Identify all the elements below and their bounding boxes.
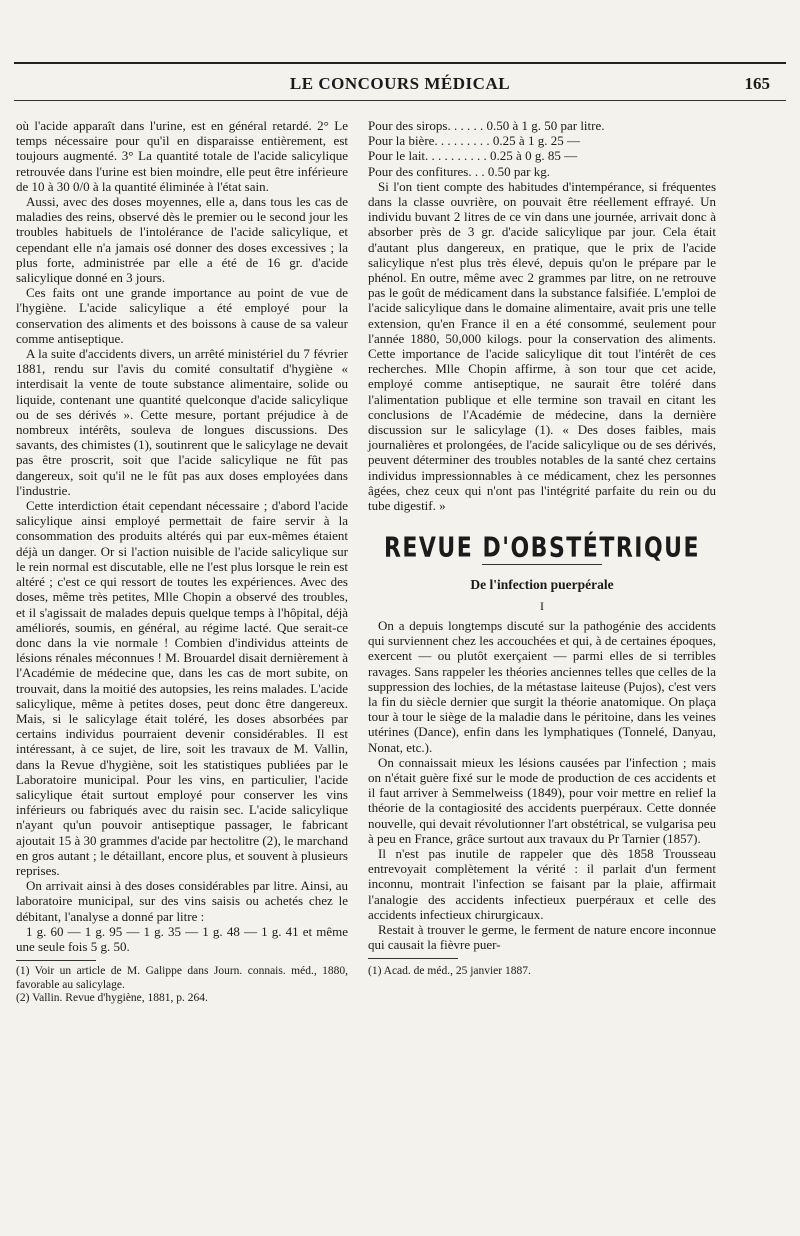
section-number: I xyxy=(540,598,544,613)
page-number: 165 xyxy=(744,74,770,93)
paragraph: Ces faits ont une grande importance au point de vue de l'hygiène. L'acide salicylique a été employé pour la conservation des aliments et des boissons à cause de sa valeur comme antiseptique. xyxy=(16,285,348,346)
paragraph: A la suite d'accidents divers, un arrêté ministériel du 7 février 1881, rendu sur l'avis du comité consultatif d'hygiène « interdisait la vente de toute substance alimentaire, solide ou liquide, contenant une quantité quelconque d'acide salicylique ou de ses dérivés ». Cette mesure, portant préjudice à de nombreux intérêts, souleva de longues discussions. Des savants, des chimistes (1), soutinrent que le salicylage ne devait pas être proscrit, soit que l'acide salicylique ne fût pas dangereux, soit qu'il ne le fût pas aux doses employées dans l'industrie. xyxy=(16,346,348,498)
footnote-rule xyxy=(16,960,96,961)
footnote-rule xyxy=(368,958,458,959)
right-column xyxy=(368,118,716,979)
list-line: Pour des confitures. . . 0.50 par kg. xyxy=(368,163,550,179)
header-rule xyxy=(14,100,786,101)
page-header xyxy=(14,74,786,96)
section-subtitle: De l'infection puerpérale xyxy=(470,577,614,593)
title-rule xyxy=(482,564,602,565)
footnote: (1) Voir un article de M. Galippe dans Journ. connais. méd., 1880, favorable au salicylage. xyxy=(16,965,348,991)
section-title: REVUE D'OBSTÉTRIQUE xyxy=(383,533,701,565)
footnote: (2) Vallin. Revue d'hygiène, 1881, p. 264. xyxy=(16,992,208,1005)
top-rule xyxy=(14,62,786,64)
left-column xyxy=(16,118,348,1006)
paragraph: où l'acide apparaît dans l'urine, est en général retardé. 2° Le temps nécessaire pour qu'il en disparaisse entièrement, est toujours augmenté. 3° La quantité totale de l'acide salicylique retrouvée dans l'urine est bien moindre, elle peut être inférieure de 10 à 30 0/0 à la quantité éliminée à l'état sain. xyxy=(16,118,348,194)
paragraph: Aussi, avec des doses moyennes, elle a, dans tous les cas de maladies des reins, observé dès le premier ou le second jour les troubles habituels de l'intolérance de l'acide salicylique, et cependant elle n'a jamais osé donner des doses excessives ; la plus forte, administrée par elle a été de 16 gr. d'acide salicylique donné en 3 jours. xyxy=(16,194,348,286)
list-line: Pour des sirops. . . . . . 0.50 à 1 g. 50 par litre. xyxy=(368,118,605,133)
list-line: Pour la bière. . . . . . . . . 0.25 à 1 g. 25 — xyxy=(368,133,580,149)
paragraph: On arrivait ainsi à des doses considérables par litre. Ainsi, au laboratoire municipal, sur des vins saisis ou achetés chez le débitant, l'analyse a donné par litre : xyxy=(16,878,348,924)
footnote: (1) Acad. de méd., 25 janvier 1887. xyxy=(368,965,531,978)
paragraph: Il n'est pas inutile de rappeler que dès 1858 Trousseau entrevoyait complètement la vérité : il parlait d'un ferment inconnu, montrait l'infection se faisant par la plaie, affirmait l'analogie des accidents infectieux puerpéraux et celle des accidents infectieux chirurgicaux. xyxy=(368,845,716,922)
paragraph: On connaissait mieux les lésions causées par l'infection ; mais on n'était guère fixé sur le mode de production de ces accidents et il faut arriver à Semmelweiss (1849), pour voir mettre en relief la théorie de la contagiosité des accidents puerpéraux. Cette donnée nouvelle, qui devait révolutionner l'art obstétrical, se vulgarisa peu à peu en France, grâce surtout aux travaux du Pr Tarnier (1857). xyxy=(368,754,716,846)
paragraph: On a depuis longtemps discuté sur la pathogénie des accidents qui surviennent chez les accouchées et qui, à de certaines époques, exercent — ou plutôt exerçaient — parmi elles de si terribles ravages. Sans rappeler les théories anciennes telles que celles de la suppression des lochies, de la métastase laiteuse (Pujos), c'est vers la fin du siècle dernier que surgit la théorie anatomique. On plaça tour à tour le siège de la maladie dans le péritoine, dans les veines utérines (Dance), enfin dans les lymphatiques (Tonnelé, Danyau, Nonat, etc.). xyxy=(368,617,716,755)
paragraph: Restait à trouver le germe, le ferment de nature encore inconnue qui causait la fièvre puer- xyxy=(368,921,716,953)
list-line: Pour le lait. . . . . . . . . . 0.25 à 0 g. 85 — xyxy=(368,148,578,164)
running-title: LE CONCOURS MÉDICAL xyxy=(289,74,511,93)
paragraph: 1 g. 60 — 1 g. 95 — 1 g. 35 — 1 g. 48 — 1 g. 41 et même une seule fois 5 g. 50. xyxy=(16,923,348,954)
paragraph: Cette interdiction était cependant nécessaire ; d'abord l'acide salicylique ainsi employé permettait de faire servir à la consommation des produits altérés qui par eux-mêmes étaient déjà un danger. Or si l'action nuisible de l'acide salicylique sur le rein normal est discutable, elle ne l'est plus lorsque le rein est altéré ; c'est ce qui ressort de toutes les expériences. Avec des doses, même très petites, Mlle Chopin a observé des troubles, et il s'agissait de malades depuis quelque temps à l'hôpital, déjà améliorés, soumis, en général, au régime lacté. Que serait-ce donc dans la vie normale ! Combien d'individus atteints de lésions rénales méconnues ! M. Brouardel disait dernièrement à l'Académie de médecine que, dans les cas de mort subite, on trouvait, dans la moitié des autopsies, les reins malades. L'acide salicylique, même à petites doses, peut donc être dangereux. Mais, si le salicylage était toléré, les doses absorbées par certains individus pourraient devenir considérables. Il est intéressant, à ce sujet, de lire, soit les travaux de M. Vallin, dans la Revue d'hygiène, soit les statistiques publiées par le Laboratoire municipal. Pour les vins, en particulier, l'acide salicylique était surtout employé pour conserver les vins inférieurs ou fabriqués avec du raisin sec. L'acide salicylique n'ayant qu'un pouvoir antiseptique passager, le fabricant ajoutait 15 à 30 grammes d'acide par hectolitre (2), le marchand en gros autant ; le détaillant, encore plus, et souvent à plusieurs reprises. xyxy=(16,498,348,878)
paragraph: Si l'on tient compte des habitudes d'intempérance, si fréquentes dans la classe ouvrière, on pouvait être réellement effrayé. Un individu buvant 2 litres de ce vin dans une journée, arrivait donc à absorber près de 3 gr. d'acide salicylique par jour. Cela était d'autant plus dangereux, en pratique, que le prix de l'acide salicylique n'est plus très élevé, depuis qu'on le prépare par le phénol. En outre, même avec 2 grammes par litre, on ne retrouve pas le goût de médicament dans la substance falsifiée. L'emploi de l'acide salicylique dans le domaine alimentaire, avait pris une telle extension, qu'en France il en a été consommé, seulement pour l'année 1880, 50,000 kilogs. pour la conservation des aliments. Cette importance de l'acide salicylique dit tout l'intérêt de ces recherches. Mlle Chopin affirme, à son tour que cet acide, employé comme antiseptique, ne saurait être toléré dans l'alimentation publique et elle termine son travail en citant les conclusions de l'Académie de médecine, dans la dernière discussion sur le salicylage (1). « Des doses faibles, mais journalières et prolongées, de l'acide salicylique ou de ses dérivés, peuvent déterminer des troubles notables de la santé chez certains individus impressionnables à ce médicament, chez les personnes âgées, chez ceux qui n'ont pas l'intégrité parfaite du rein ou du tube digestif. » xyxy=(368,178,716,514)
